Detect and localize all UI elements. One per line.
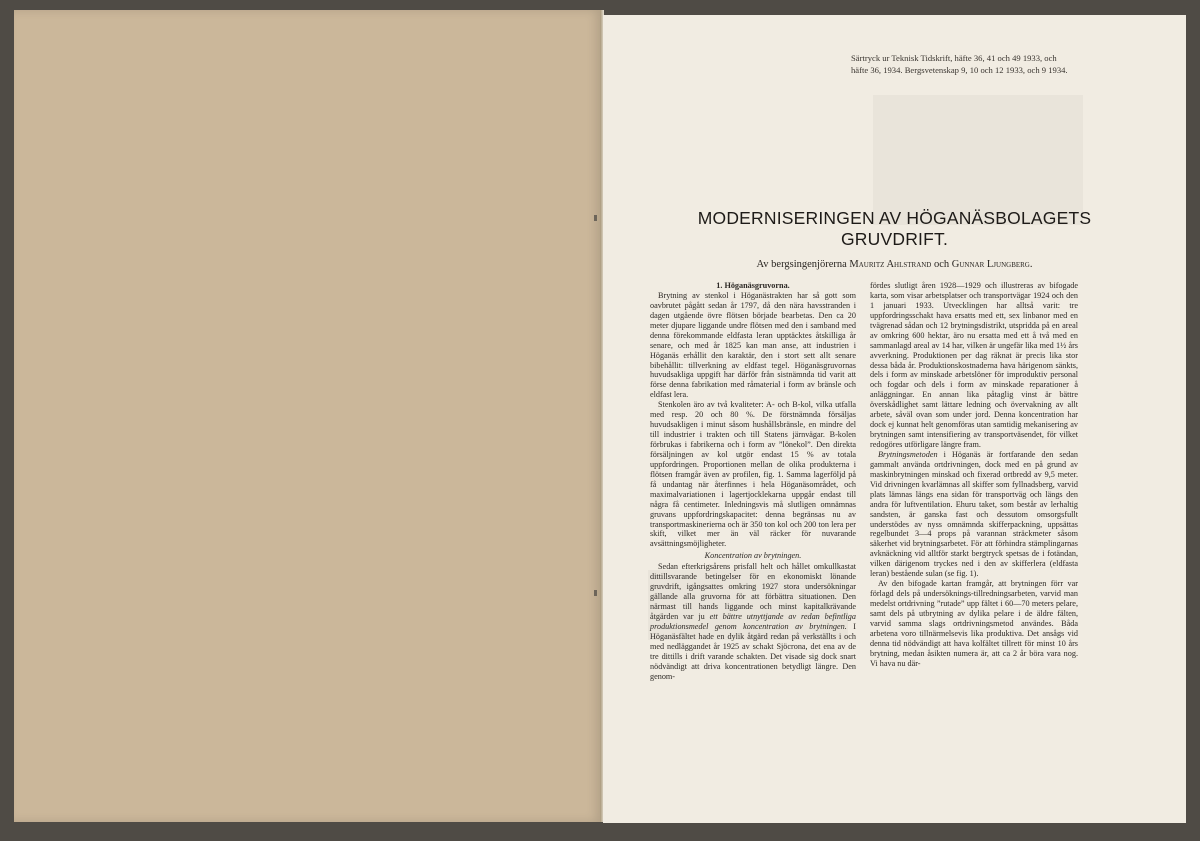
paragraph-concentration-end: I Höganäsfältet hade en dylik åtgärd redan på verkställts i och med nedläggandet år 1925 av schakt Sjöcrona, det ena av de tre dittills i drift varande schakten. Det visade sig dock snart nödvändigt att driva koncentrationen betydligt längre. Den genom- — [650, 621, 856, 681]
subsection-heading: Koncentration av brytningen. — [704, 551, 802, 561]
paragraph-coal-qualities: Stenkolen äro av två kvaliteter: A- och B-kol, vilka utfalla med resp. 20 och 80 %. De förstnämnda försäljas huvudsakligen i minut såsom hushållsbränsle, en mindre del till industrier i trakten och till Statens järnvägar. B-kolen förbrukas i fabrikerna och i form av ”lönekol”. Den direkta försäljningen av kol utgör endast 15 % av totala uppfordringen. Proportionen mellan de olika produkterna i flötsen framgår även av profilen, fig. 1. Samma lagerföljd på få undantag när återfinnes i hela Höganäsområdet, och maximalvariationen i lagertjocklekarna uppgår endast till några få centimeter. Inledningsvis må slutligen omnämnas gruvans uppfordringskapacitet: denna begränsas nu av transportmaskinerierna och är 350 ton kol och 200 ton lera per skift, vilket mer än väl räcker för nuvarande avsättningsmöjligheter. — [650, 400, 856, 549]
paragraph-concentration-start: Sedan efterkrigsårens prisfall helt och hållet omkullkastat dittillsvarande betingelser för en ekonomiskt lönande gruvdrift, igångsattes omkring 1927 stora undersökningar gällande alla gruvorna för att förbättra situationen. Den närmast till hands liggande och minst kapitalkrävande åtgärden var ju — [650, 562, 856, 621]
byline-prefix: Av bergsingenjörerna — [756, 259, 850, 270]
staple-mark-top — [594, 215, 597, 221]
section-heading: 1. Höganäsgruvorna. — [716, 281, 790, 290]
paragraph-mining-method — [870, 450, 1078, 579]
byline-author-2: Gunnar Ljungberg. — [951, 259, 1033, 270]
text-column-left — [650, 281, 856, 682]
paragraph-map-development: fördes slutligt åren 1928—1929 och illustreras av bifogade karta, som visar arbetsplatser och transportvägar 1924 och den 1 januari 1933. Utvecklingen har alltså varit: tre uppfordringsschakt hava ersatts med ett, sex linbanor med en tvägrenad sådan och 12 brytningsdistrikt, utspridda på en areal av omkring 600 hektar, äro nu ersatta med ett å två med en sammanlagd areal av 14 har, vilken är ungefär lika med 1½ års avverkning. Produktionen per dag räknat är precis lika stor dessa båda år. Produktionskostnaderna hava härigenom sänkts, dels i form av minskade arbetslöner för improduktiv personal och fogdar och dels i form av minskade reparationer å anläggningar. En annan lika påtaglig vinst är bättre överskådlighet samt lättare ledning och övervakning av allt arbete, såväl ovan som under jord. Denna koncentration har dock ej kunnat helt genomföras utan samtidig mekanisering av brytningen samt intensifiering av transportväsendet, för vilket redogöres utförligare längre fram. — [870, 281, 1078, 449]
paragraph-mining-method-emphasis: Brytningsmetoden — [878, 449, 938, 459]
reprint-note: Särtryck ur Teknisk Tidskrift, häfte 36, 41 och 49 1933, och häfte 36, 1934. Bergsvetenskap 9, 10 och 12 1933, och 9 1934. — [851, 53, 1068, 75]
paragraph-mining-method-text: i Höganäs är fortfarande den sedan gammalt använda ortdrivningen, dock med en på grund av maskinbrytningen minskad och fixerad ortbredd av 9,5 meter. Vid drivningen kvarlämnas all skiffer som fyllnadsberg, varvid plats lämnas längs ena sidan för transportväg och längs den andra för luftventilation. Ehuru taket, som består av lerhaltig sandsten, är ganska fast och dessutom omsorgsfullt understödes av nyss omnämnda skifferpackning, uppsättas regelbundet 3—4 props på varannan sträckmeter såsom säkerhet vid brytningsarbetet. För att förhindra stämplingarnas avknäckning vid alltför starkt bergtryck spetsas de i fotändan, vilken därigenom tryckes ned i den av skifferlera (eldfasta leran) bestående sulan (se fig. 1). — [870, 449, 1078, 579]
bleed-through-shadow — [873, 95, 1083, 225]
staple-mark-bottom — [594, 590, 597, 596]
byline-conjunction: och — [931, 259, 952, 270]
article-page — [603, 15, 1186, 823]
byline-author-1: Mauritz Ahlstrand — [849, 259, 932, 270]
text-column-right — [870, 281, 1078, 669]
paragraph-concentration — [650, 562, 856, 681]
article-byline — [603, 259, 1186, 270]
article-title: MODERNISERINGEN AV HÖGANÄSBOLAGETS GRUVDRIFT. — [697, 208, 1092, 249]
paragraph-history: Brytning av stenkol i Höganästrakten har så gott som oavbrutet pågått sedan år 1797, då den nära havsstranden i dagen utgående övre flötsen började bearbetas. Den ca 20 meter djupare liggande undre flötsen med den i samband med denna förekommande eldfasta leran upptäcktes åtskilliga år senare, och med år 1825 kan man anse, att industrien i Höganäs erhållit den karaktär, den i stort sett allt senare bibehållit: tillverkning av eldfast tegel. Höganäsgruvornas huvudsakliga uppgift har därför från sistnämnda tid varit att förse denna fabrikation med råmaterial i form av bränsle och eldfast lera. — [650, 290, 856, 400]
paragraph-concentration-emphasis: ett bättre utnyttjande av redan befintliga produktionsmedel genom koncentration av brytningen. — [650, 611, 856, 631]
paragraph-pillar-mining: Av den bifogade kartan framgår, att brytningen förr var förlagd dels på undersöknings-tillredningsarbeten, varvid man medelst ortdrivning ”rutade” upp fältet i 60—70 meters pelare, samt dels på utbrytning av dylika pelare i de äldre fälten, varvid samma slags ortdrivningsmetod användes. Båda arbetena voro tillnärmelsevis lika produktiva. Det ansågs vid denna tid nödvändigt att hava kolfältet tillrett för minst 10 års brytning, medan åsikten numera är, att ca 2 år böra vara nog. Vi hava nu där- — [870, 579, 1078, 668]
cover-page — [14, 10, 602, 822]
